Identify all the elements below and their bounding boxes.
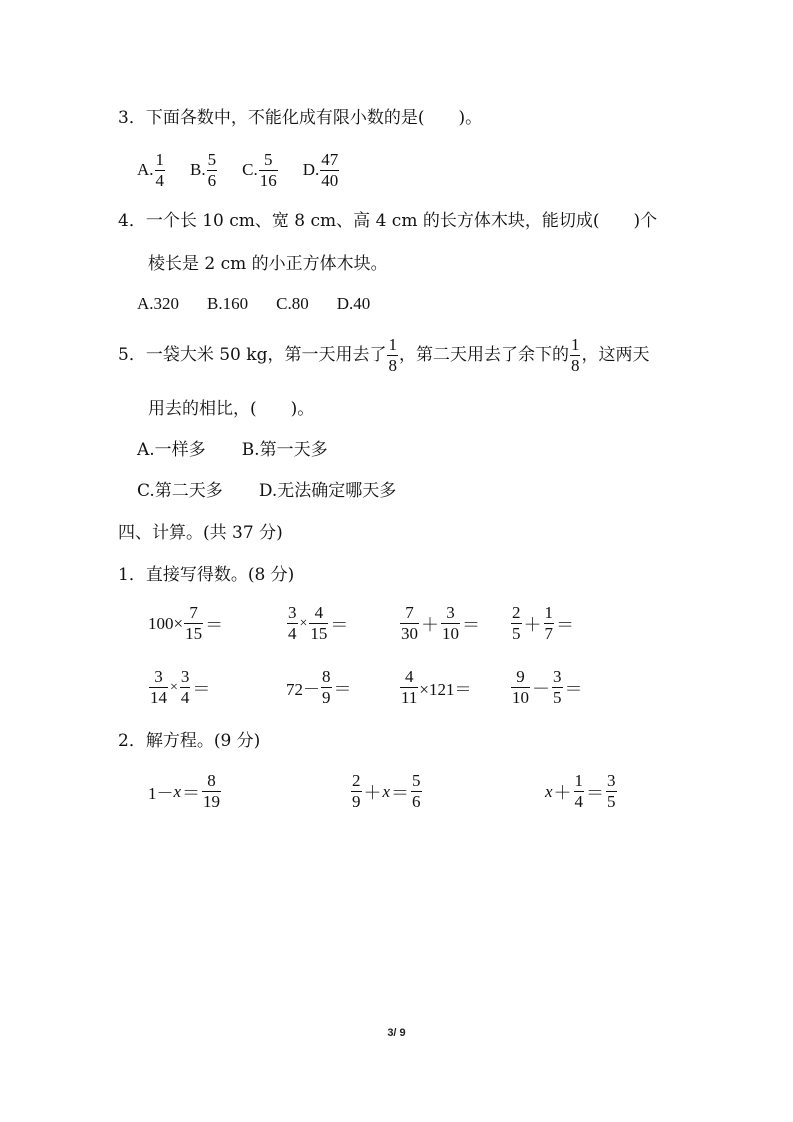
subsection-title: 1．直接写得数。(8 分) xyxy=(118,565,295,585)
fraction: 1 8 xyxy=(570,334,580,375)
question-text: ，这两天 xyxy=(581,345,650,365)
calc-item: 9 10 － 3 5 ＝ xyxy=(512,667,583,707)
calc-item: $\frac{4}{11}$ ×121＝ xyxy=(401,667,472,707)
question-number: 5． xyxy=(118,345,146,365)
equation: x ＋ 1 4 ＝ 3 5 xyxy=(545,771,616,811)
option-fraction: 5 16 xyxy=(259,149,277,190)
question-4 xyxy=(118,209,657,233)
question-text: 一个长 10 cm、宽 8 cm、高 4 cm 的长方体木块，能切成( )个 xyxy=(145,211,658,231)
question-text: 一袋大米 50 kg，第一天用去了 xyxy=(145,345,387,365)
option-label: A. xyxy=(137,160,154,179)
question-5 xyxy=(118,335,649,375)
equation: 2 9 ＋ x ＝ 5 6 xyxy=(352,771,421,811)
calc-item: 2 5 ＋ 1 7 ＝ xyxy=(512,603,574,643)
option: D.40 xyxy=(336,294,371,313)
option: C.80 xyxy=(276,294,309,313)
question-text-cont: 棱长是 2 cm 的小正方体木块。 xyxy=(148,254,388,274)
option-label: C. xyxy=(242,160,258,179)
calc-item: 7 30 ＋ 3 10 ＝ xyxy=(401,603,480,643)
page-number: 3/ 9 xyxy=(387,1027,406,1039)
option-fraction: 1 4 xyxy=(155,149,165,190)
question-text: 下面各数中，不能化成有限小数的是( )。 xyxy=(145,108,483,128)
question-text: ，第二天用去了余下的 xyxy=(398,345,569,365)
option: D.无法确定哪天多 xyxy=(258,481,397,501)
option-fraction: 47 40 xyxy=(321,149,339,190)
question-3-options xyxy=(137,150,340,190)
fraction: 1 8 xyxy=(388,334,397,375)
option: C.第二天多 xyxy=(137,481,223,501)
question-3 xyxy=(118,106,482,130)
question-5-line2 xyxy=(148,397,314,421)
equation: 1－ x ＝ 8 19 xyxy=(148,771,221,811)
option-fraction: 5 6 xyxy=(207,149,217,190)
question-number: 3． xyxy=(118,108,146,128)
calc-item: $\frac{3}{14}$ × $\frac{3}{4}$ ＝ xyxy=(150,667,211,707)
option: A.一样多 xyxy=(137,440,206,460)
question-4-line2 xyxy=(148,252,388,276)
question-number: 4． xyxy=(118,211,146,231)
question-5-options-row2 xyxy=(137,479,396,503)
question-4-options xyxy=(137,292,370,316)
option-label: D. xyxy=(302,160,320,179)
subsection-title: 2．解方程。(9 分) xyxy=(118,731,261,751)
option: B.160 xyxy=(207,294,249,313)
option: B.第一天多 xyxy=(241,440,328,460)
option-label: B. xyxy=(190,160,206,179)
question-5-options-row1 xyxy=(137,438,328,462)
question-text-cont: 用去的相比，( )。 xyxy=(148,399,315,419)
calc-item: $\frac{3}{4}$ × $\frac{4}{15}$ ＝ xyxy=(288,603,349,643)
calc-item: 72－ 8 9 ＝ xyxy=(286,667,352,707)
option: A.320 xyxy=(137,294,180,313)
calc-item: 100× $\frac{7}{15}$ ＝ xyxy=(148,603,224,643)
section-title: 四、计算。(共 37 分) xyxy=(118,523,283,543)
